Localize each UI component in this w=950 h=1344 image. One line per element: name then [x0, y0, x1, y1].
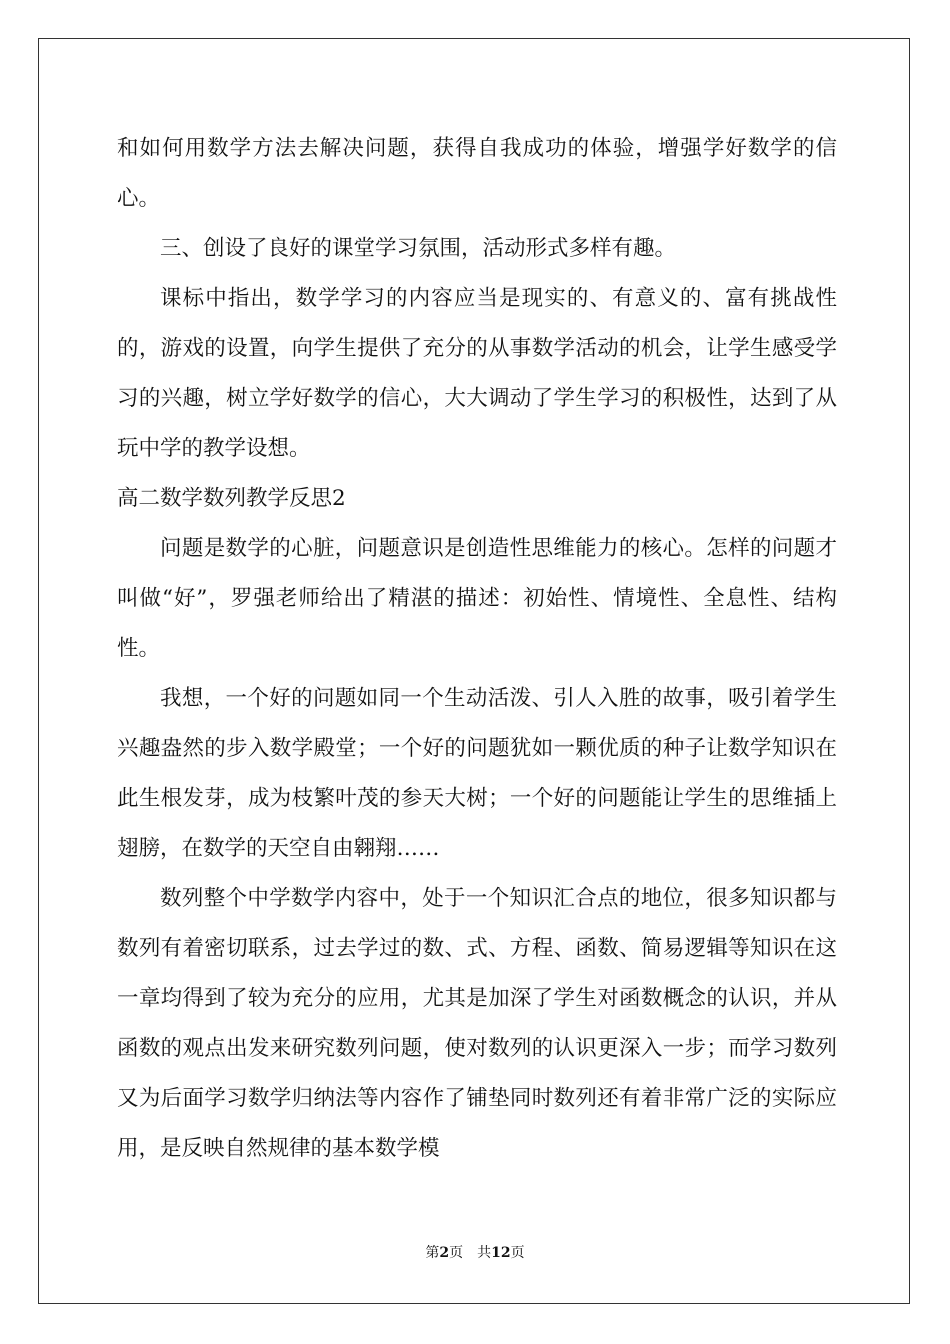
- page-suffix: 页: [449, 1245, 464, 1261]
- paragraph: 数列整个中学数学内容中，处于一个知识汇合点的地位，很多知识都与数列有着密切联系，过去学过的数、式、方程、函数、简易逻辑等知识在这一章均得到了较为充分的应用，尤其是加深了学生对函数概念的认识，并从函数的观点出发来研究数列问题，使对数列的认识更深入一步；而学习数列又为后面学习数学归纳法等内容作了铺垫同时数列还有着非常广泛的实际应用，是反映自然规律的基本数学模: [117, 886, 837, 1161]
- page-footer: [0, 1242, 950, 1262]
- document-body: [117, 124, 837, 1174]
- page-current: 2: [439, 1245, 450, 1261]
- paragraph: 和如何用数学方法去解决问题，获得自我成功的体验，增强学好数学的信心。: [117, 136, 837, 211]
- paragraph: 我想，一个好的问题如同一个生动活泼、引人入胜的故事，吸引着学生兴趣盎然的步入数学殿堂；一个好的问题犹如一颗优质的种子让数学知识在此生根发芽，成为枝繁叶茂的参天大树；一个好的问题能让学生的思维插上翅膀，在数学的天空自由翱翔……: [117, 686, 837, 861]
- paragraph: 三、创设了良好的课堂学习氛围，活动形式多样有趣。: [160, 236, 677, 261]
- page-prefix: 第: [425, 1245, 440, 1261]
- total-suffix: 页: [510, 1245, 525, 1261]
- paragraph: 问题是数学的心脏，问题意识是创造性思维能力的核心。怎样的问题才叫做“好”，罗强老师给出了精湛的描述：初始性、情境性、全息性、结构性。: [117, 536, 837, 661]
- total-prefix: 共: [477, 1245, 492, 1261]
- page-total: 12: [491, 1245, 511, 1261]
- section-heading: 高二数学数列教学反思2: [117, 486, 346, 511]
- paragraph: 课标中指出，数学学习的内容应当是现实的、有意义的、富有挑战性的，游戏的设置，向学生提供了充分的从事数学活动的机会，让学生感受学习的兴趣，树立学好数学的信心，大大调动了学生学习的积极性，达到了从玩中学的教学设想。: [117, 286, 837, 461]
